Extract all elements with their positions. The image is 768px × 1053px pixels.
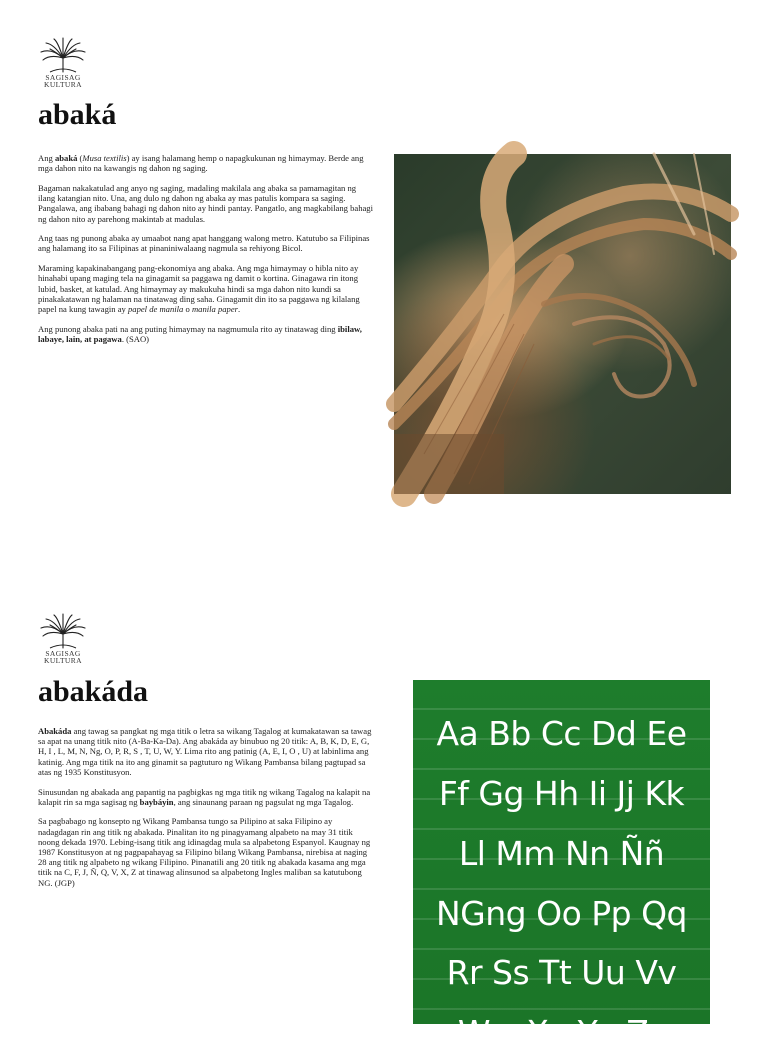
logo-line-1: SAGISAG <box>45 73 81 82</box>
palm-logo-icon <box>38 614 88 650</box>
logo-line-2: KULTURA <box>44 656 82 665</box>
logo-text <box>37 74 89 88</box>
paragraph: Sinusundan ng abakada ang papantig na pagbigkas ng mga titik ng wikang Tagalog na kalapit na kalapit rin sa mga sagisag ng baybáyin, ang sinaunang paraan ng pagsulat ng mga Tagalog. <box>38 786 371 807</box>
abaka-fiber-photo <box>394 154 731 494</box>
abaka-rope-illustration <box>394 154 731 494</box>
alphabet-row: Aa Bb Cc Dd Ee <box>436 714 687 753</box>
logo-line-1: SAGISAG <box>45 649 81 658</box>
entry-abakada-body <box>38 726 374 897</box>
logo-line-2: KULTURA <box>44 80 82 89</box>
paragraph: Bagaman nakakatulad ang anyo ng saging, madaling makilala ang abaka sa pamamagitan ng ilang katangian nito. Una, ang dulo ng dahon ng abaka ay mas patulis kompara sa saging. Pangalawa, ang ibabang bahagi ng dahon nito ay hindi pantay. Pangatlo, ang magkabilang bahagi ng dahon nito ay parehong makintab at madulas. <box>38 182 373 224</box>
sagisag-kultura-logo <box>37 614 89 664</box>
alphabet-chart-image <box>413 680 710 1052</box>
paragraph: Ang abaká (Musa textilis) ay isang halamang hemp o napagkukunan ng himaymay. Berde ang mga dahon nito na kawangis ng dahon ng saging. <box>38 153 364 174</box>
headword-abakada: abakáda <box>38 675 149 708</box>
alphabet-row: Rr Ss Tt Uu Vv <box>446 953 677 992</box>
logo-text <box>37 650 89 664</box>
paragraph: Sa pagbabago ng konsepto ng Wikang Pambansa tungo sa Pilipino at saka Filipino ay nadagdagan rin ang titik ng abakada. Pinalitan ito ng pinagyamang alpabeto na may 31 titik noong dekada 1970. Lebing-isang titik ang idinagdag mula sa alpabetong Espanyol. Kaugnay ng 1987 Konstitusyon at ng pagpapahayag sa Filipino bilang Wikang Pambansa, nirebisa at naging 28 ang titik ng alpabeto ng wikang Filipino. Pinanatili ang 20 titik ng abakada kasama ang mga titik na C, F, J, Ñ, Q, V, X, Z at tinawag alinsunod sa alpabetong Ingles maliban sa katutubong NG. (JGP) <box>38 816 371 888</box>
paragraph: Maraming kapakinabangang pang-ekonomiya ang abaka. Ang mga himaymay o hibla nito ay hinahabi upang maging tela na ginagamit sa paggawa ng damit o kortina. Ginagawa rin itong lubid, basket, at katulad. Ang himaymay ay makukuha hindi sa mga dahon nito kundi sa pinakakatawan ng halaman na tinatawag ding saha. Ginagamit din ito sa paggawa ng kilalang papel na kung tawagin ay papel de manila o manila paper. <box>38 263 360 314</box>
entry-abaka-body <box>38 153 374 354</box>
alphabet-row: Ff Gg Hh Ii Jj Kk <box>438 774 685 813</box>
headword-abaka: abaká <box>38 98 117 131</box>
alphabet-row: NGng Oo Pp Qq <box>435 894 688 933</box>
paragraph: Abakáda ang tawag sa pangkat ng mga titik o letra sa wikang Tagalog at kumakatawan sa tawag sa apat na unang titik nito (A-Ba-Ka-Da). Ang abakáda ay binubuo ng 20 titik: A, B, K, D, E, G, H, I , L, M, N, Ng, O, P, R, S , T, U, W, Y. Lima rito ang patinig (A, E, I, O , U) at labinlima ang katinig. Ang mga titik na ito ang ginamit sa pagtuturo ng Wikang Pambansa bilang pagtupad sa atas ng 1935 Konstitusyon. <box>38 726 372 777</box>
alphabet-row: Ww Xx Yy Zz <box>457 1013 666 1052</box>
palm-logo-icon <box>38 38 88 74</box>
sagisag-kultura-logo <box>37 38 89 88</box>
paragraph: Ang taas ng punong abaka ay umaabot nang apat hanggang walong metro. Katutubo sa Filipinas ang halamang ito sa Filipinas at pinaniniwalaang nagmula sa rehiyong Bicol. <box>38 233 370 254</box>
paragraph: Ang punong abaka pati na ang puting himaymay na nagmumula rito ay tinatawag ding ibilaw, labaye, lain, at pagawa. (SAO) <box>38 323 362 344</box>
alphabet-row: Ll Mm Nn Ññ <box>458 834 665 873</box>
